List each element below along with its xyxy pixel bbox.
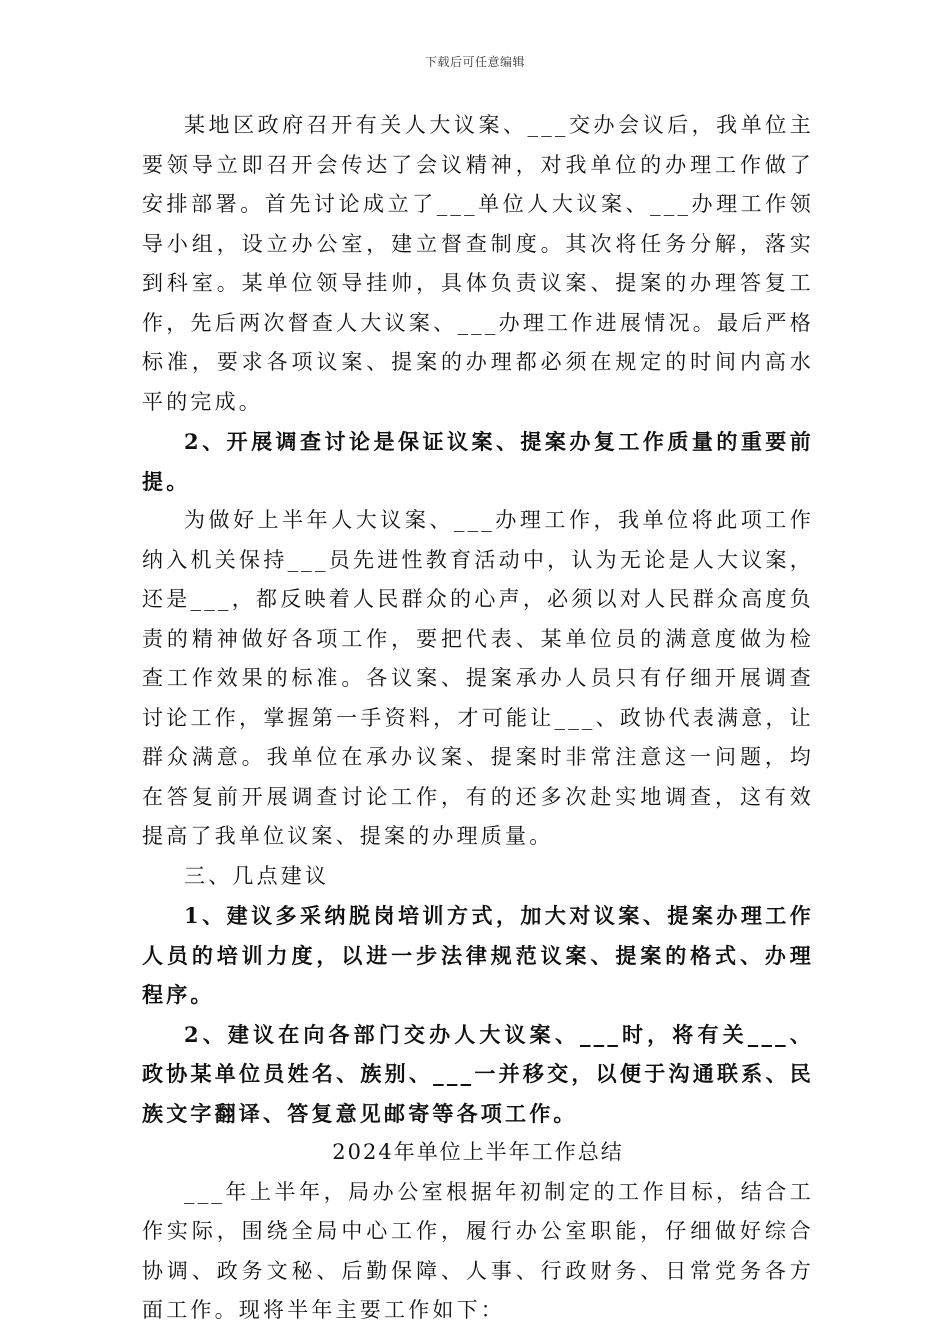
suggestion-1: 1、建议多采纳脱岗培训方式，加大对议案、提案办理工作人员的培训力度，以进一步法律规范议案、提案的格式、办理程序。 (142, 903, 814, 1007)
section-title: 2024年单位上半年工作总结 (332, 1140, 624, 1164)
paragraph-handling-arrangement: 某地区政府召开有关人大议案、___交办会议后，我单位主要领导立即召开会传达了会议精神，对我单位的办理工作做了安排部署。首先讨论成立了___单位人大议案、___办理工作领导小组，设立办公室，建立督查制度。其次将任务分解，落实到科室。某单位领导挂帅，具体负责议案、提案的办理答复工作，先后两次督查人大议案、___办理工作进展情况。最后严格标准，要求各项议案、提案的办理都必须在规定的时间内高水平的完成。 (142, 113, 814, 414)
document-body (142, 106, 814, 1331)
suggestion-2: 2、建议在向各部门交办人大议案、___时，将有关___、政协某单位员姓名、族别、___一并移交，以便于沟通联系、民族文字翻译、答复意见邮寄等各项工作。 (142, 1021, 814, 1126)
paragraph-investigation-work: 为做好上半年人大议案、___办理工作，我单位将此项工作纳入机关保持___员先进性教育活动中，认为无论是人大议案，还是___，都反映着人民群众的心声，必须以对人民群众高度负责的精神做好各项工作，要把代表、某单位员的满意度做为检查工作效果的标准。各议案、提案承办人员只有仔细开展调查讨论工作，掌握第一手资料，才可能让___、政协代表满意，让群众满意。我单位在承办议案、提案时非常注意这一问题，均在答复前开展调查讨论工作，有的还多次赴实地调查，这有效提高了我单位议案、提案的办理质量。 (142, 508, 814, 848)
heading-investigation-premise: 2、开展调查讨论是保证议案、提案办复工作质量的重要前提。 (142, 429, 814, 494)
header-note: 下载后可任意编辑 (424, 55, 525, 69)
paragraph-summary-intro: ___年上半年，局办公室根据年初制定的工作目标，结合工作实际，围绕全局中心工作，履行办公室职能，仔细做好综合协调、政务文秘、后勤保障、人事、行政财务、日常党务各方面工作。现将半年主要工作如下： (142, 1179, 814, 1322)
heading-suggestions: 三、几点建议 (184, 863, 330, 888)
